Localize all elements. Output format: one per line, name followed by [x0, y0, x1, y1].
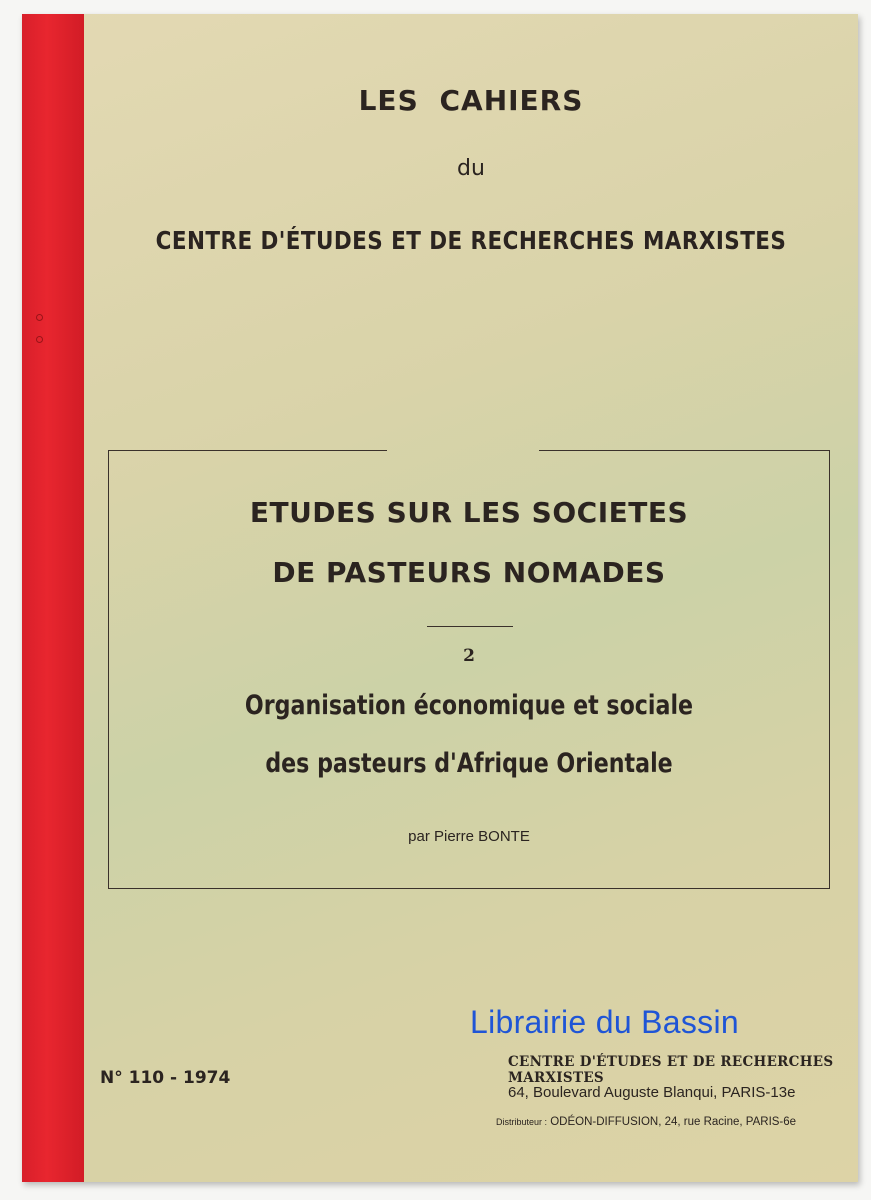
issue-number: N° 110 - 1974: [100, 1068, 231, 1088]
author-credit: par Pierre BONTE: [408, 828, 530, 845]
study-title-line2: DE PASTEURS NOMADES: [272, 556, 666, 589]
publisher-name: CENTRE D'ÉTUDES ET DE RECHERCHES MARXISTES: [508, 1054, 834, 1086]
subtitle-line1: Organisation économique et sociale: [244, 690, 694, 721]
series-connector: du: [457, 156, 485, 181]
distributor-label: Distributeur :: [496, 1117, 548, 1127]
volume-number: 2: [463, 646, 475, 666]
bookseller-watermark: Librairie du Bassin: [470, 1004, 739, 1040]
distributor-name: ODÉON-DIFFUSION, 24, rue Racine, PARIS-6e: [550, 1116, 797, 1128]
series-centre-name: CENTRE D'ÉTUDES ET DE RECHERCHES MARXISTES: [155, 226, 787, 255]
series-title: LES CAHIERS: [358, 84, 584, 117]
distributor-line: [496, 1116, 796, 1128]
frame-top-rule-left: [109, 450, 387, 451]
staple-hole: [36, 336, 43, 343]
study-title-line1: ETUDES SUR LES SOCIETES: [249, 496, 689, 529]
title-divider: [427, 626, 513, 627]
staple-hole: [36, 314, 43, 321]
title-frame: [108, 450, 830, 889]
frame-top-rule-right: [539, 450, 829, 451]
subtitle-line2: des pasteurs d'Afrique Orientale: [265, 748, 673, 779]
red-spine-tape: [22, 14, 84, 1182]
booklet-cover: [22, 14, 858, 1182]
publisher-address: 64, Boulevard Auguste Blanqui, PARIS-13e: [508, 1084, 796, 1101]
